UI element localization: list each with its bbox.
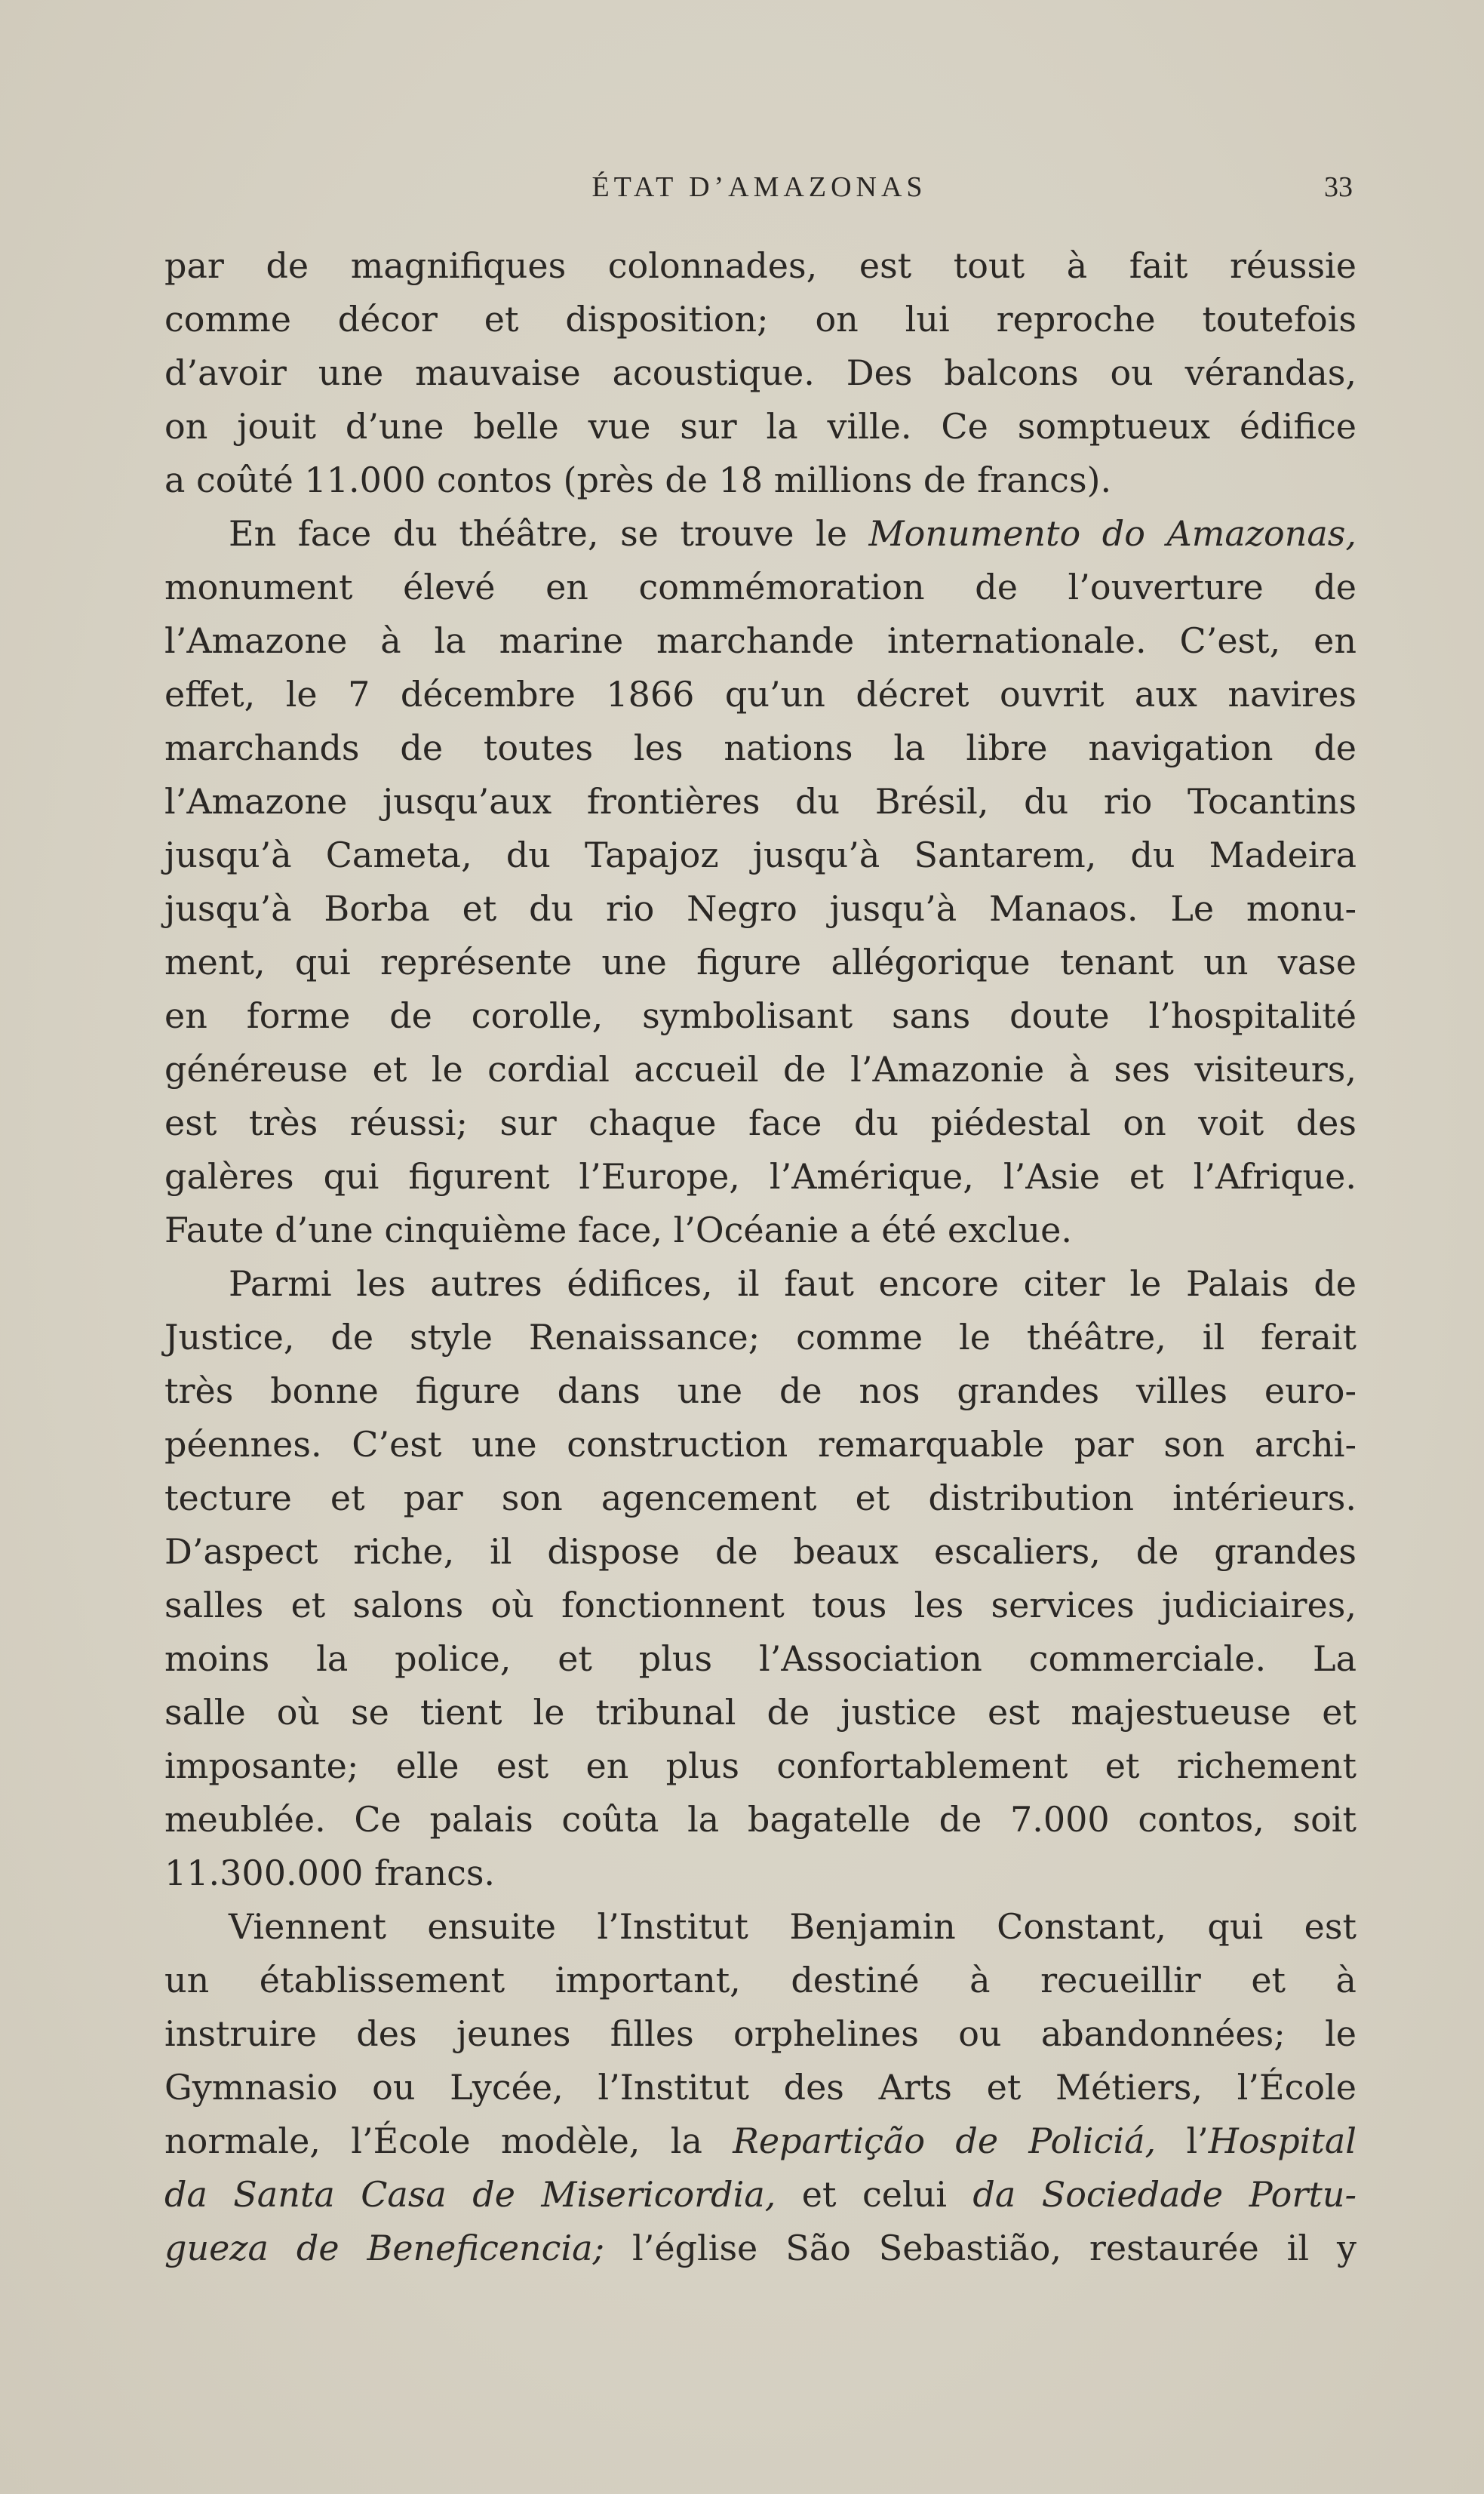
text-line: Parmi les autres édifices, il faut encore citer le Palais de (229, 1263, 1356, 1304)
text-line: d’avoir une mauvaise acoustique. Des balcons ou vérandas, (164, 352, 1356, 393)
running-title: ÉTAT D’AMAZONAS (591, 171, 927, 203)
text-line: l’Amazone jusqu’aux frontières du Brésil, du rio Tocantins (164, 781, 1356, 822)
text-line: salles et salons où fonctionnent tous les services judiciaires, (164, 1585, 1356, 1625)
text-line: Justice, de style Renaissance; comme le théâtre, il ferait (164, 1317, 1356, 1358)
text-line: très bonne figure dans une de nos grandes villes euro- (164, 1370, 1356, 1411)
text-line: on jouit d’une belle vue sur la ville. Ce somptueux édifice (164, 406, 1356, 447)
text-line: l’Amazone à la marine marchande internationale. C’est, en (164, 620, 1356, 661)
page-header (166, 165, 1353, 210)
text-line: Viennent ensuite l’Institut Benjamin Constant, qui est (229, 1906, 1356, 1947)
text-line: D’aspect riche, il dispose de beaux escaliers, de grandes (164, 1531, 1356, 1572)
text-line: gueza de Beneficencia; l’église São Sebastião, restaurée il y (164, 2228, 1356, 2268)
text-line: jusqu’à Borba et du rio Negro jusqu’à Manaos. Le monu- (164, 888, 1356, 929)
text-line: a coûté 11.000 contos (près de 18 millions de francs). (164, 460, 1112, 500)
text-line: da Santa Casa de Misericordia, et celui da Sociedade Portu- (164, 2174, 1357, 2215)
text-line: tecture et par son agencement et distribution intérieurs. (164, 1478, 1356, 1518)
body-text (164, 239, 1356, 2275)
text-line: meublée. Ce palais coûta la bagatelle de 7.000 contos, soit (164, 1799, 1356, 1840)
page-number: 33 (1324, 171, 1353, 203)
text-line: En face du théâtre, se trouve le Monumento do Amazonas, (229, 513, 1356, 554)
text-line: marchands de toutes les nations la libre navigation de (164, 727, 1356, 768)
text-line: Faute d’une cinquième face, l’Océanie a été exclue. (164, 1210, 1072, 1250)
text-line: instruire des jeunes filles orphelines ou abandonnées; le (164, 2013, 1356, 2054)
text-line: péennes. C’est une construction remarquable par son archi- (164, 1424, 1356, 1465)
text-line: galères qui figurent l’Europe, l’Amérique, l’Asie et l’Afrique. (164, 1156, 1356, 1197)
text-line: par de magnifiques colonnades, est tout à fait réussie (164, 245, 1356, 286)
text-line: ment, qui représente une figure allégorique tenant un vase (164, 942, 1356, 983)
text-line: moins la police, et plus l’Association commerciale. La (164, 1638, 1356, 1679)
text-line: effet, le 7 décembre 1866 qu’un décret ouvrit aux navires (164, 674, 1356, 715)
text-line: jusqu’à Cameta, du Tapajoz jusqu’à Santarem, du Madeira (164, 835, 1356, 875)
text-line: Gymnasio ou Lycée, l’Institut des Arts et Métiers, l’École (164, 2067, 1356, 2108)
text-line: comme décor et disposition; on lui reproche toutefois (164, 299, 1356, 340)
text-line: normale, l’École modèle, la Repartição de Policiá, l’Hospital (164, 2120, 1356, 2161)
text-line: généreuse et le cordial accueil de l’Amazonie à ses visiteurs, (164, 1049, 1356, 1090)
text-line: imposante; elle est en plus confortablement et richement (164, 1745, 1356, 1786)
text-line: est très réussi; sur chaque face du piédestal on voit des (164, 1102, 1356, 1143)
text-line: salle où se tient le tribunal de justice est majestueuse et (164, 1692, 1356, 1733)
text-line: 11.300.000 francs. (164, 1853, 496, 1893)
text-line: monument élevé en commémoration de l’ouverture de (164, 567, 1356, 607)
text-line: en forme de corolle, symbolisant sans doute l’hospitalité (164, 995, 1356, 1036)
text-line: un établissement important, destiné à recueillir et à (164, 1960, 1356, 2000)
